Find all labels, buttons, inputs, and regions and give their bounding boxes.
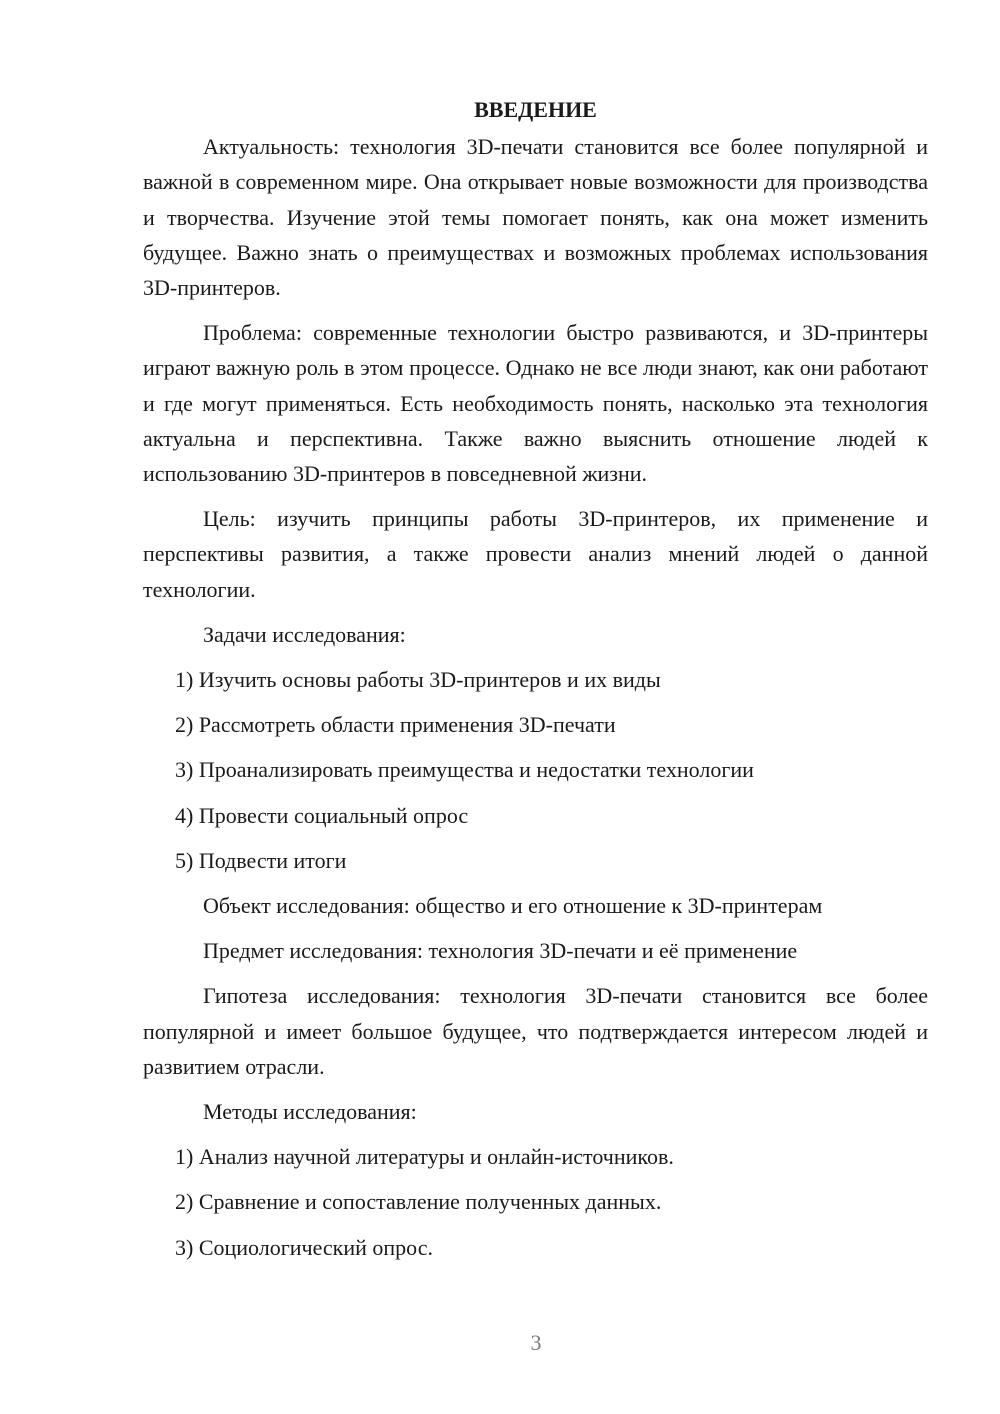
task-item: 2) Рассмотреть области применения 3D-печати: [175, 712, 616, 738]
methods-heading: Методы исследования:: [203, 1099, 417, 1125]
research-subject: Предмет исследования: технология 3D-печати и её применение: [203, 938, 798, 964]
goal-paragraph: Цель: изучить принципы работы 3D-принтеров, их применение и перспективы развития, а также провести анализ мнений людей о данной технологии.: [143, 506, 928, 602]
task-item: 3) Проанализировать преимущества и недостатки технологии: [175, 757, 754, 783]
hypothesis-paragraph: Гипотеза исследования: технология 3D-печати становится все более популярной и имеет большое будущее, что подтверждается интересом людей и развитием отрасли.: [143, 983, 928, 1079]
method-item: 1) Анализ научной литературы и онлайн-источников.: [175, 1144, 674, 1170]
relevance-paragraph: Актуальность: технология 3D-печати становится все более популярной и важной в современном мире. Она открывает новые возможности для производства и творчества. Изучение этой темы помогает понять, как она может изменить будущее. Важно знать о преимуществах и возможных проблемах использования 3D-принтеров.: [143, 134, 928, 301]
task-item: 1) Изучить основы работы 3D-принтеров и их виды: [175, 667, 661, 693]
page-content: [143, 92, 928, 1275]
page-number: 3: [530, 1330, 542, 1355]
problem-paragraph: Проблема: современные технологии быстро развиваются, и 3D-принтеры играют важную роль в этом процессе. Однако не все люди знают, как они работают и где могут применяться. Есть необходимость понять, насколько эта технология актуальна и перспективна. Также важно выяснить отношение людей к использованию 3D-принтеров в повседневной жизни.: [143, 320, 928, 487]
task-item: 5) Подвести итоги: [175, 847, 347, 873]
method-item: 3) Социологический опрос.: [175, 1234, 433, 1260]
research-object: Объект исследования: общество и его отношение к 3D-принтерам: [203, 893, 823, 919]
section-title: ВВЕДЕНИЕ: [474, 97, 597, 122]
task-item: 4) Провести социальный опрос: [175, 802, 469, 828]
tasks-heading: Задачи исследования:: [203, 621, 406, 647]
method-item: 2) Сравнение и сопоставление полученных данных.: [175, 1189, 662, 1215]
